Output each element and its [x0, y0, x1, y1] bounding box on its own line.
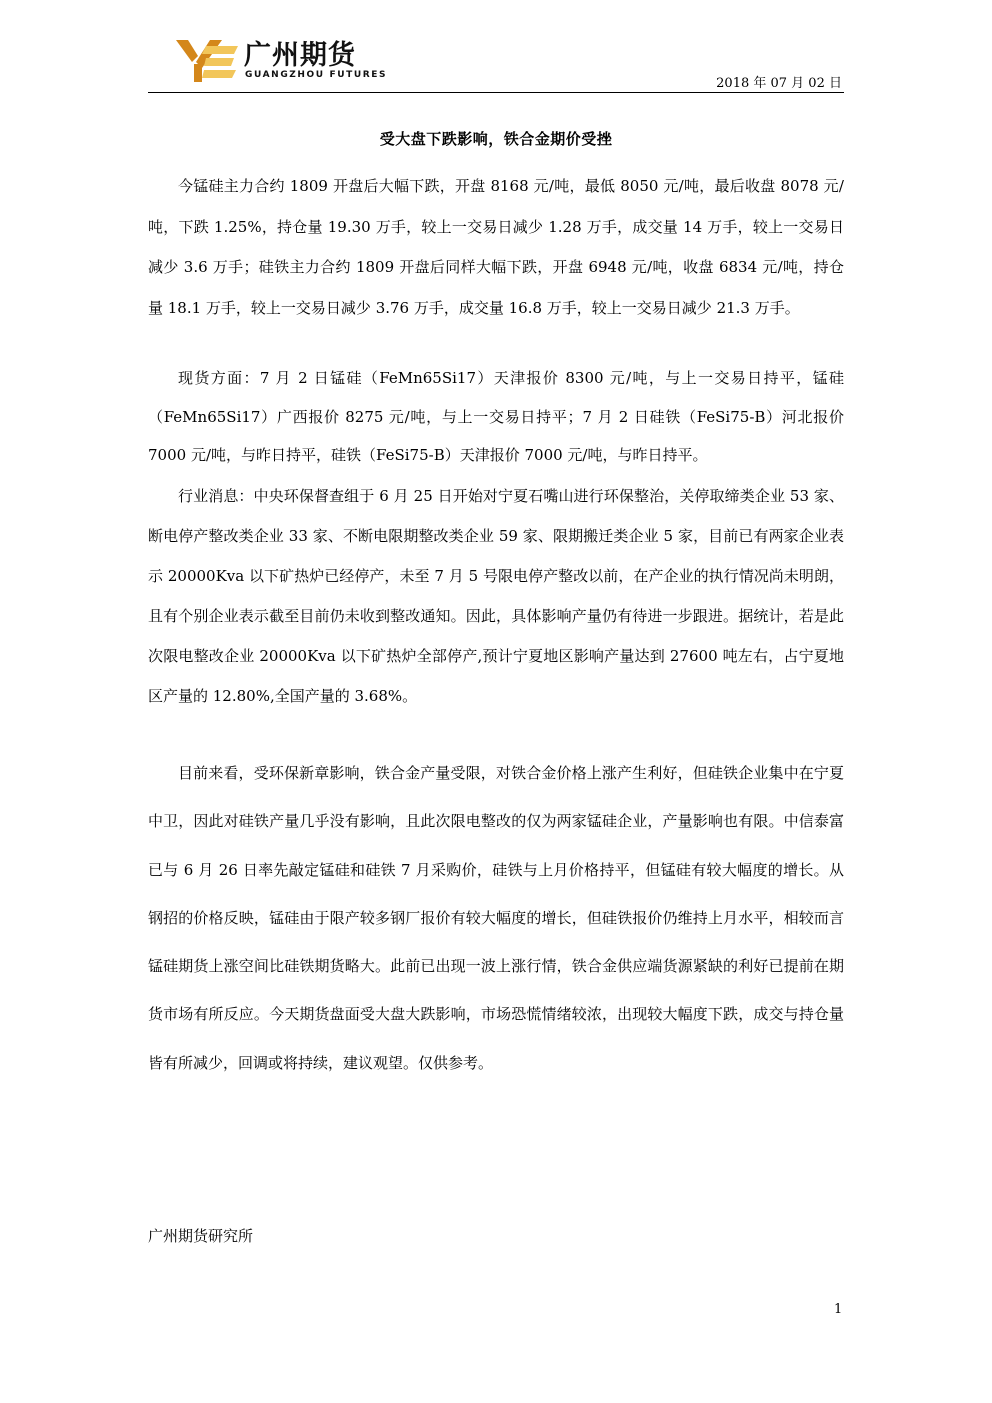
logo-chinese-name: 广州期货 [244, 40, 356, 71]
company-logo [176, 40, 388, 85]
paragraph-outlook: 目前来看，受环保新章影响，铁合金产量受限，对铁合金价格上涨产生利好，但硅铁企业集中在宁夏中卫，因此对硅铁产量几乎没有影响，且此次限电整改的仅为两家锰硅企业，产量影响也有限。中信泰富已与 6 月 26 日率先敲定锰硅和硅铁 7 月采购价，硅铁与上月价格持平，但锰硅有较大幅度的增长。从钢招的价格反映，锰硅由于限产较多钢厂报价有较大幅度的增长，但硅铁报价仍维持上月水平，相较而言锰硅期货上涨空间比硅铁期货略大。此前已出现一波上涨行情，铁合金供应端货源紧缺的利好已提前在期货市场有所反应。今天期货盘面受大盘大跌影响，市场恐慌情绪较浓，出现较大幅度下跌，成交与持仓量皆有所减少，回调或将持续，建议观望。仅供参考。 [148, 764, 844, 1072]
article-title: 受大盘下跌影响，铁合金期价受挫 [379, 130, 613, 148]
logo-english-name: GUANGZHOU FUTURES [245, 70, 388, 80]
report-date: 2018 年 07 月 02 日 [716, 76, 842, 91]
paragraph-industry-news: 行业消息：中央环保督查组于 6 月 25 日开始对宁夏石嘴山进行环保整治，关停取缔类企业 53 家、断电停产整改类企业 33 家、不断电限期整改类企业 59 家、限期搬迁类企业 5 家，目前已有两家企业表示 20000Kva 以下矿热炉已经停产，未至 7 月 5 号限电停产整改以前，在产企业的执行情况尚未明朗，且有个别企业表示截至目前仍未收到整改通知。因此，具体影响产量仍有待进一步跟进。据统计，若是此次限电整改企业 20000Kva 以下矿热炉全部停产,预计宁夏地区影响产量达到 27600 吨左右，占宁夏地区产量的 12.80%,全国产量的 3.68%。 [148, 487, 844, 705]
research-institute: 广州期货研究所 [148, 1227, 254, 1245]
paragraph-futures-market: 今锰硅主力合约 1809 开盘后大幅下跌，开盘 8168 元/吨，最低 8050 元/吨，最后收盘 8078 元/吨，下跌 1.25%，持仓量 19.30 万手，较上一交易日减少 1.28 万手，成交量 14 万手，较上一交易日减少 3.6 万手；硅铁主力合约 1809 开盘后同样大幅下跌，开盘 6948 元/吨，收盘 6834 元/吨，持仓量 18.1 万手，较上一交易日减少 3.76 万手，成交量 16.8 万手，较上一交易日减少 21.3 万手。 [148, 177, 844, 317]
page-number: 1 [834, 1302, 843, 1317]
header-divider [148, 92, 844, 93]
paragraph-spot-market: 现货方面：7 月 2 日锰硅（FeMn65Si17）天津报价 8300 元/吨，与上一交易日持平，锰硅（FeMn65Si17）广西报价 8275 元/吨，与上一交易日持平；7 月 2 日硅铁（FeSi75-B）河北报价 7000 元/吨，与昨日持平，硅铁（FeSi75-B）天津报价 7000 元/吨，与昨日持平。 [148, 369, 844, 464]
logo-mark-icon [176, 40, 238, 82]
